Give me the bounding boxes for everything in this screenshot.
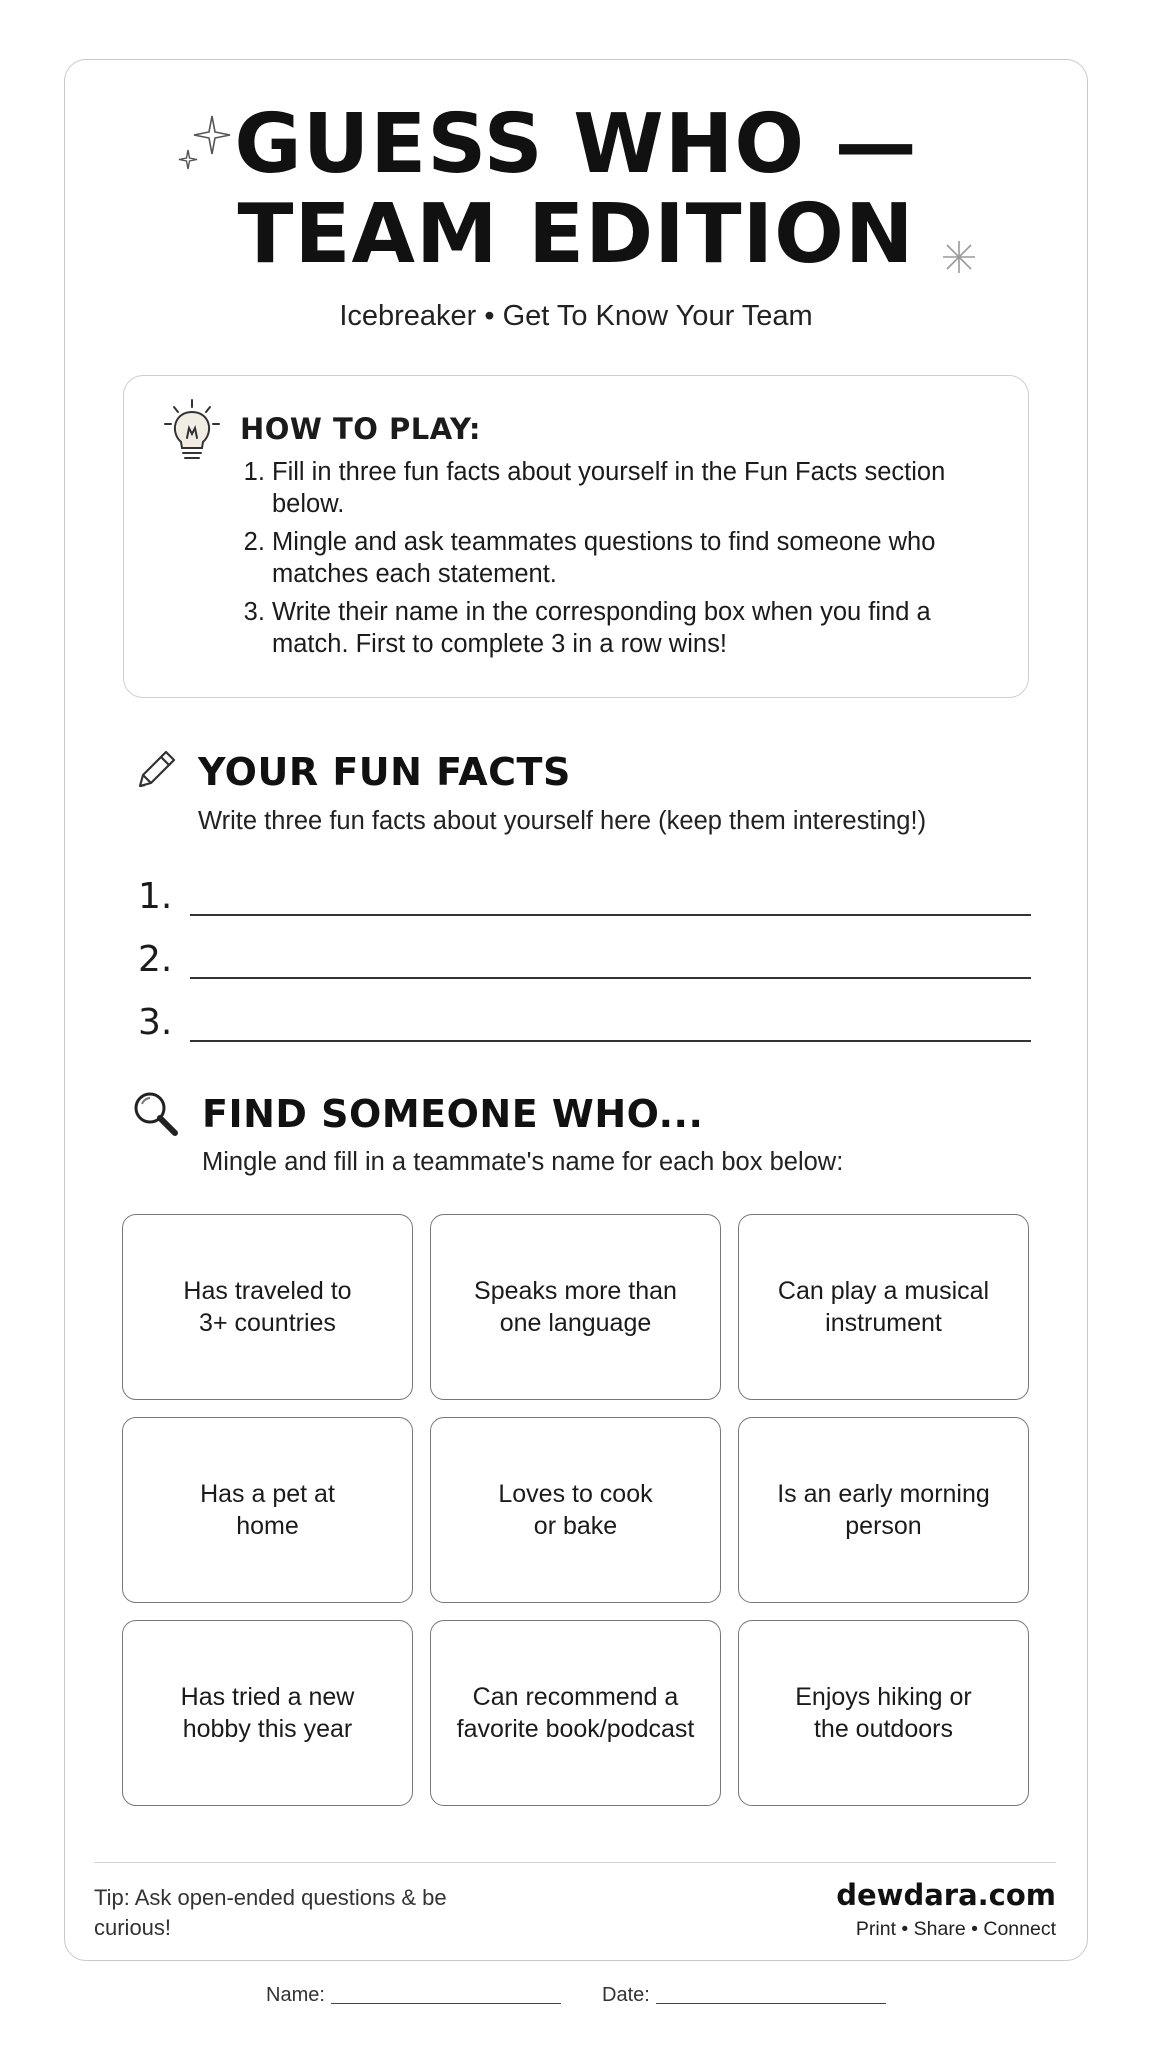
fun-facts-subtitle: Write three fun facts about yourself here (keep them interesting!) <box>198 807 927 835</box>
bingo-box[interactable] <box>738 1620 1029 1806</box>
bingo-box[interactable] <box>430 1214 721 1400</box>
date-field[interactable] <box>602 1984 886 2007</box>
page-subtitle: Icebreaker • Get To Know Your Team <box>339 300 813 332</box>
bingo-box[interactable] <box>738 1214 1029 1400</box>
name-field[interactable] <box>266 1984 561 2007</box>
date-write-line[interactable] <box>656 2003 886 2004</box>
box-label: Has tried a new hobby this year <box>180 1683 355 1743</box>
fact-number: 3. <box>138 1002 173 1043</box>
step-item: 3. Write their name in the corresponding box when you find a match. First to complete 3 in a row wins! <box>272 596 972 660</box>
title-line-2: TEAM EDITION <box>237 187 915 282</box>
box-label: Can play a musical instrument <box>777 1277 990 1337</box>
find-someone-subtitle: Mingle and fill in a teammate's name for each box below: <box>202 1148 844 1176</box>
how-to-play-steps <box>240 456 972 666</box>
fact-number: 2. <box>138 939 173 980</box>
box-label: Is an early morning person <box>777 1480 990 1540</box>
footer-divider <box>94 1862 1056 1863</box>
footer-brand <box>836 1878 1056 1941</box>
step-item: 1. Fill in three fun facts about yourself in the Fun Facts section below. <box>272 456 972 520</box>
brand-tagline: Print • Share • Connect <box>855 1918 1056 1940</box>
how-to-play-title: HOW TO PLAY: <box>240 412 482 446</box>
bingo-box[interactable] <box>122 1214 413 1400</box>
name-write-line[interactable] <box>331 2003 561 2004</box>
step-item: 2. Mingle and ask teammates questions to find someone who matches each statement. <box>272 526 972 590</box>
date-label: Date: <box>602 1984 650 2006</box>
box-label: Loves to cook or bake <box>498 1480 653 1540</box>
bingo-box[interactable] <box>430 1620 721 1806</box>
bingo-grid <box>122 1214 1030 1806</box>
fact-number: 1. <box>138 876 173 917</box>
magnifier-icon <box>130 1088 180 1138</box>
find-someone-title: FIND SOMEONE WHO... <box>202 1092 704 1136</box>
box-label: Speaks more than one language <box>474 1277 677 1337</box>
fact-write-line[interactable] <box>190 914 1031 916</box>
fun-fact-line-1[interactable] <box>138 876 1031 916</box>
pencil-icon <box>132 746 180 794</box>
fact-write-line[interactable] <box>190 1040 1031 1042</box>
box-label: Enjoys hiking or the outdoors <box>795 1683 972 1743</box>
bingo-box[interactable] <box>122 1417 413 1603</box>
how-to-play-panel <box>123 375 1029 698</box>
fun-fact-line-3[interactable] <box>138 1002 1031 1042</box>
fun-fact-line-2[interactable] <box>138 939 1031 979</box>
footer-tip: Tip: Ask open-ended questions & be curious! <box>94 1885 447 1940</box>
bingo-box[interactable] <box>430 1417 721 1603</box>
title-line-1: GUESS WHO — <box>234 97 918 192</box>
box-label: Has traveled to 3+ countries <box>183 1277 352 1337</box>
name-label: Name: <box>266 1984 325 2006</box>
page-title <box>0 97 1152 282</box>
brand-name[interactable]: dewdara.com <box>836 1878 1056 1912</box>
lightbulb-icon <box>162 398 222 464</box>
fact-write-line[interactable] <box>190 977 1031 979</box>
box-label: Can recommend a favorite book/podcast <box>456 1683 695 1743</box>
bingo-box[interactable] <box>738 1417 1029 1603</box>
box-label: Has a pet at home <box>200 1480 335 1540</box>
bingo-box[interactable] <box>122 1620 413 1806</box>
fun-facts-title: YOUR FUN FACTS <box>198 750 571 794</box>
